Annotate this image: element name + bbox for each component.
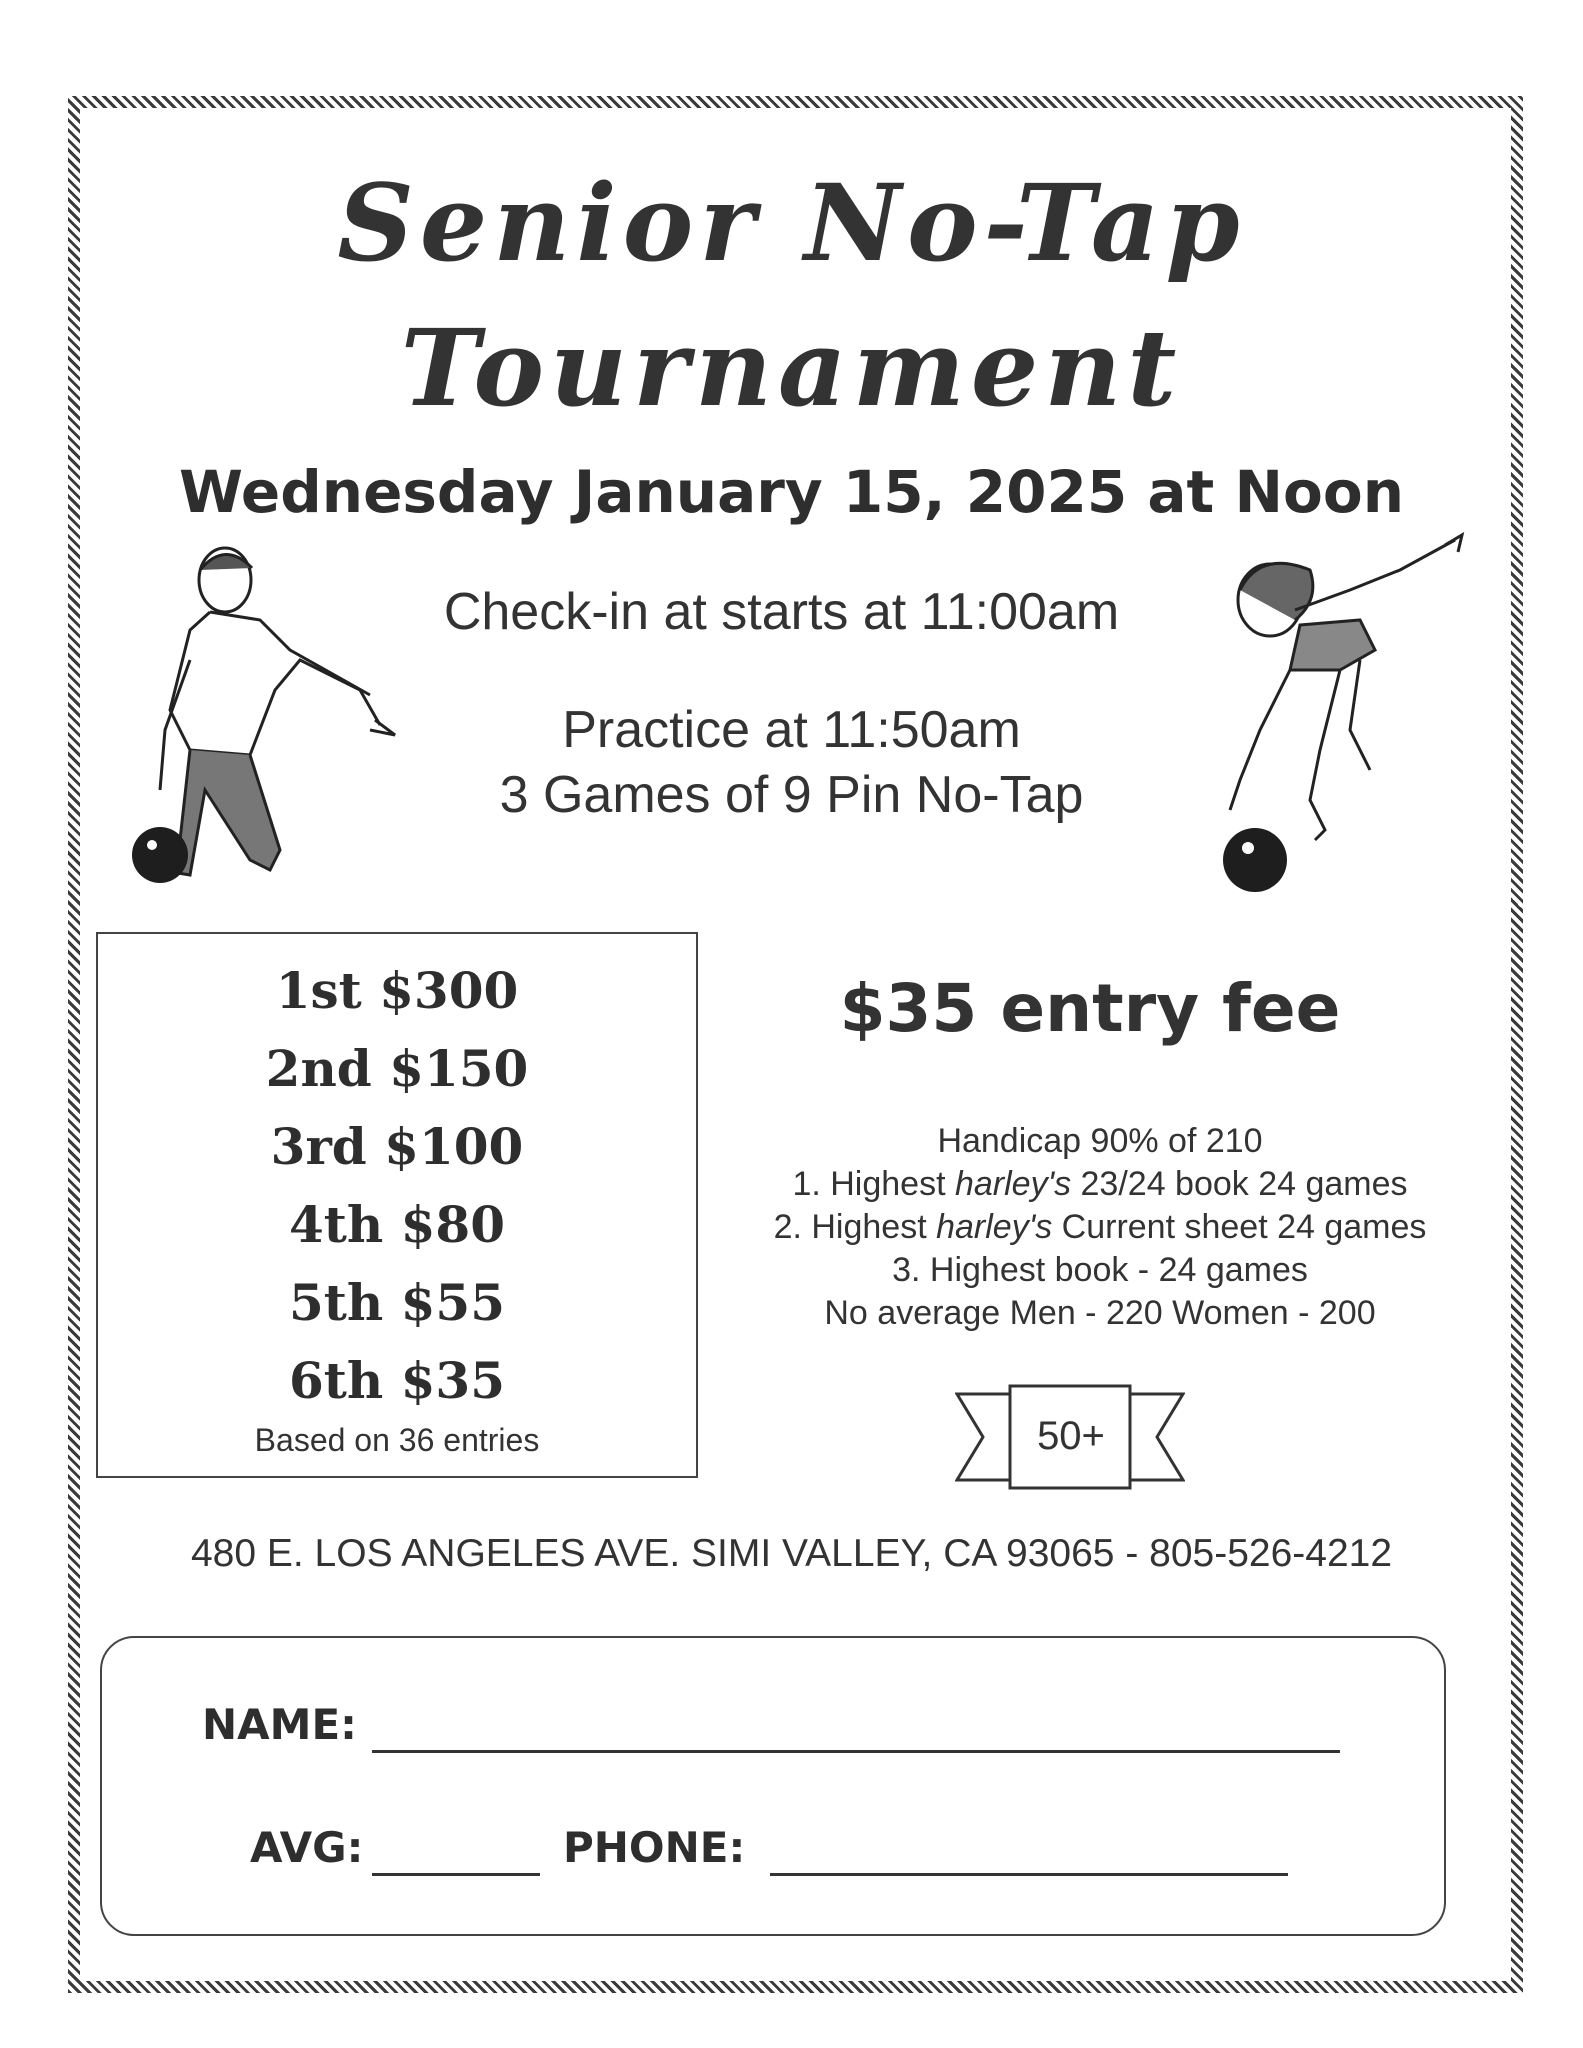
no-average-rule: No average Men - 220 Women - 200 <box>824 1294 1376 1332</box>
event-date: Wednesday January 15, 2025 at Noon <box>179 458 1404 526</box>
phone-field[interactable] <box>770 1873 1288 1876</box>
handicap-rules <box>720 1120 1480 1335</box>
prize-2nd: 2nd $150 <box>265 1039 529 1098</box>
registration-form <box>100 1636 1446 1936</box>
practice-time: Practice at 11:50am <box>562 701 1021 759</box>
prize-box <box>96 932 698 1478</box>
prize-4th: 4th $80 <box>288 1195 505 1254</box>
avg-field[interactable] <box>372 1873 540 1876</box>
checkin-time: Check-in at starts at 11:00am <box>443 583 1120 641</box>
female-bowler-illustration <box>1200 530 1470 900</box>
games-format: 3 Games of 9 Pin No-Tap <box>499 766 1084 824</box>
name-label: NAME: <box>202 1700 357 1749</box>
prize-note: Based on 36 entries <box>254 1422 540 1458</box>
handicap-rule-3: 3. Highest book - 24 games <box>892 1251 1308 1289</box>
handicap-rule-2: 2. Highest harley's Current sheet 24 games <box>773 1208 1427 1246</box>
handicap-heading: Handicap 90% of 210 <box>937 1122 1263 1160</box>
prize-5th: 5th $55 <box>288 1273 505 1332</box>
entry-fee: $35 entry fee <box>839 970 1341 1047</box>
prize-1st: 1st $300 <box>275 961 519 1020</box>
phone-label: PHONE: <box>563 1823 746 1872</box>
title-line-2: Tournament <box>400 305 1183 430</box>
handicap-rule-1: 1. Highest harley's 23/24 book 24 games <box>792 1165 1408 1203</box>
prize-3rd: 3rd $100 <box>270 1117 524 1176</box>
title-line-1: Senior No-Tap <box>337 160 1246 285</box>
age-badge-label: 50+ <box>1037 1414 1105 1458</box>
male-bowler-illustration <box>130 540 410 900</box>
prize-6th: 6th $35 <box>288 1351 505 1410</box>
venue-address: 480 E. LOS ANGELES AVE. SIMI VALLEY, CA 93065 - 805-526-4212 <box>190 1532 1393 1575</box>
name-field[interactable] <box>372 1750 1340 1753</box>
avg-label: AVG: <box>250 1823 364 1872</box>
